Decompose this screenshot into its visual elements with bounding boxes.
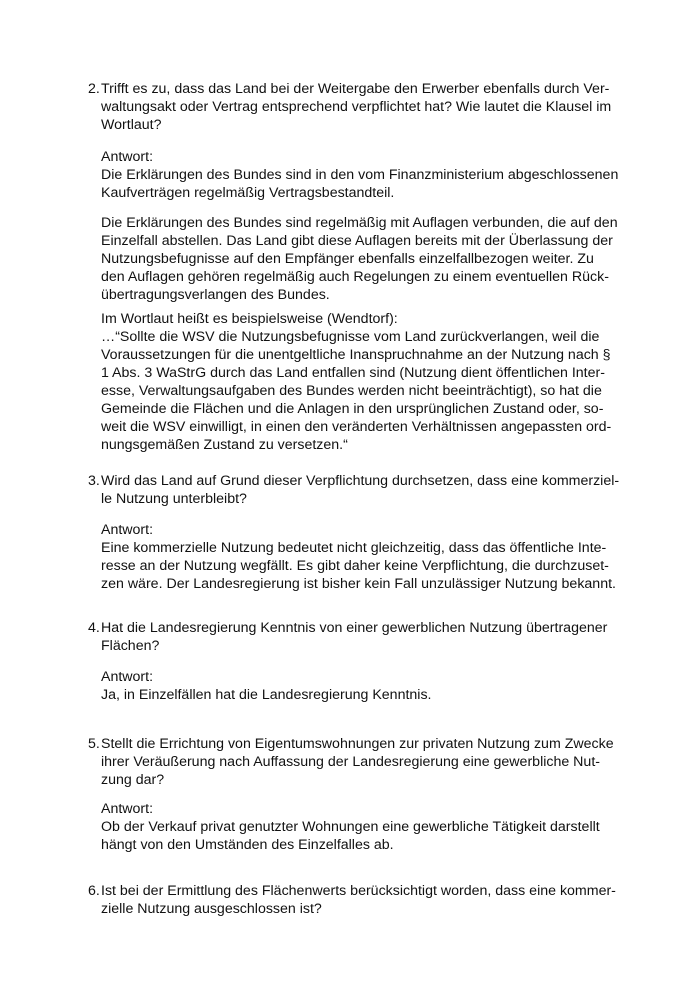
answer-paragraph [101,818,621,854]
answer-label: Antwort: [101,149,154,165]
answer-paragraph [101,166,621,202]
answer-line: den Auflagen gehören regelmäßig auch Regelungen zu einem eventuellen Rück- [101,269,609,285]
answer-line: nungsgemäßen Zustand zu versetzen.“ [101,437,348,453]
question-4 [88,619,618,655]
answer-line: Eine kommerzielle Nutzung bedeutet nicht gleichzeitig, dass das öffentliche Inte- [101,540,607,556]
question-number: 2. [88,81,100,97]
question-text-line: Wortlaut? [101,117,162,133]
question-text-line: Wird das Land auf Grund dieser Verpflichtung durchsetzen, dass eine kommerziel- [101,473,620,489]
answer-paragraph [101,214,621,304]
question-6 [88,882,618,918]
question-5 [88,735,618,789]
answer-label: Antwort: [101,801,154,817]
answer-paragraph [101,310,621,454]
answer-line: Voraussetzungen für die unentgeltliche Inanspruchnahme an der Nutzung nach § [101,347,611,363]
question-number: 5. [88,736,100,752]
question-text-line: Trifft es zu, dass das Land bei der Weitergabe den Erwerber ebenfalls durch Ver- [101,81,610,97]
answer-paragraph [101,539,621,593]
answer-line: Die Erklärungen des Bundes sind in den vom Finanzministerium abgeschlossenen [101,167,619,183]
answer-line: …“Sollte die WSV die Nutzungsbefugnisse vom Land zurückverlangen, weil die [101,329,600,345]
answer-line: Kaufverträgen regelmäßig Vertragsbestandteil. [101,185,395,201]
answer-line: Ja, in Einzelfällen hat die Landesregierung Kenntnis. [101,687,432,703]
question-text-line: Flächen? [101,638,160,654]
question-number: 6. [88,883,100,899]
question-text-line: ihrer Veräußerung nach Auffassung der Landesregierung eine gewerbliche Nut- [101,754,600,770]
question-2 [88,80,618,134]
answer-line: Im Wortlaut heißt es beispielsweise (Wendtorf): [101,311,398,327]
answer-line: Die Erklärungen des Bundes sind regelmäßig mit Auflagen verbunden, die auf den [101,215,618,231]
answer-line: 1 Abs. 3 WaStrG durch das Land entfallen sind (Nutzung dient öffentlichen Inter- [101,365,605,381]
question-text-line: Ist bei der Ermittlung des Flächenwerts berücksichtigt worden, dass eine kommer- [101,883,616,899]
question-number: 3. [88,473,100,489]
answer-line: resse an der Nutzung wegfällt. Es gibt daher keine Verpflichtung, die durchzuset- [101,558,609,574]
answer-line: esse, Verwaltungsaufgaben des Bundes werden nicht beeinträchtigt), so hat die [101,383,602,399]
answer-line: Gemeinde die Flächen und die Anlagen in den ursprünglichen Zustand oder, so- [101,401,604,417]
answer-line: zen wäre. Der Landesregierung ist bisher kein Fall unzulässiger Nutzung bekannt. [101,576,616,592]
answer-label: Antwort: [101,669,154,685]
answer-paragraph [101,686,621,704]
answer-line: hängt von den Umständen des Einzelfalles ab. [101,837,394,853]
answer-label: Antwort: [101,522,154,538]
answer-line: weit die WSV einwilligt, in einen den veränderten Verhältnissen angepassten ord- [101,419,612,435]
answer-line: Nutzungsbefugnisse auf den Empfänger ebenfalls einzelfallbezogen weiter. Zu [101,251,594,267]
answer-line: übertragungsverlangen des Bundes. [101,287,330,303]
answer-line: Einzelfall abstellen. Das Land gibt diese Auflagen bereits mit der Überlassung der [101,233,613,249]
question-text-line: waltungsakt oder Vertrag entsprechend verpflichtet hat? Wie lautet die Klausel im [101,99,612,115]
question-text-line: le Nutzung unterbleibt? [101,491,247,507]
question-3 [88,472,618,508]
question-text-line: zielle Nutzung ausgeschlossen ist? [101,901,322,917]
answer-line: Ob der Verkauf privat genutzter Wohnungen eine gewerbliche Tätigkeit darstellt [101,819,600,835]
question-text-line: zung dar? [101,772,165,788]
question-number: 4. [88,620,100,636]
question-text-line: Hat die Landesregierung Kenntnis von einer gewerblichen Nutzung übertragener [101,620,608,636]
question-text-line: Stellt die Errichtung von Eigentumswohnungen zur privaten Nutzung zum Zwecke [101,736,614,752]
